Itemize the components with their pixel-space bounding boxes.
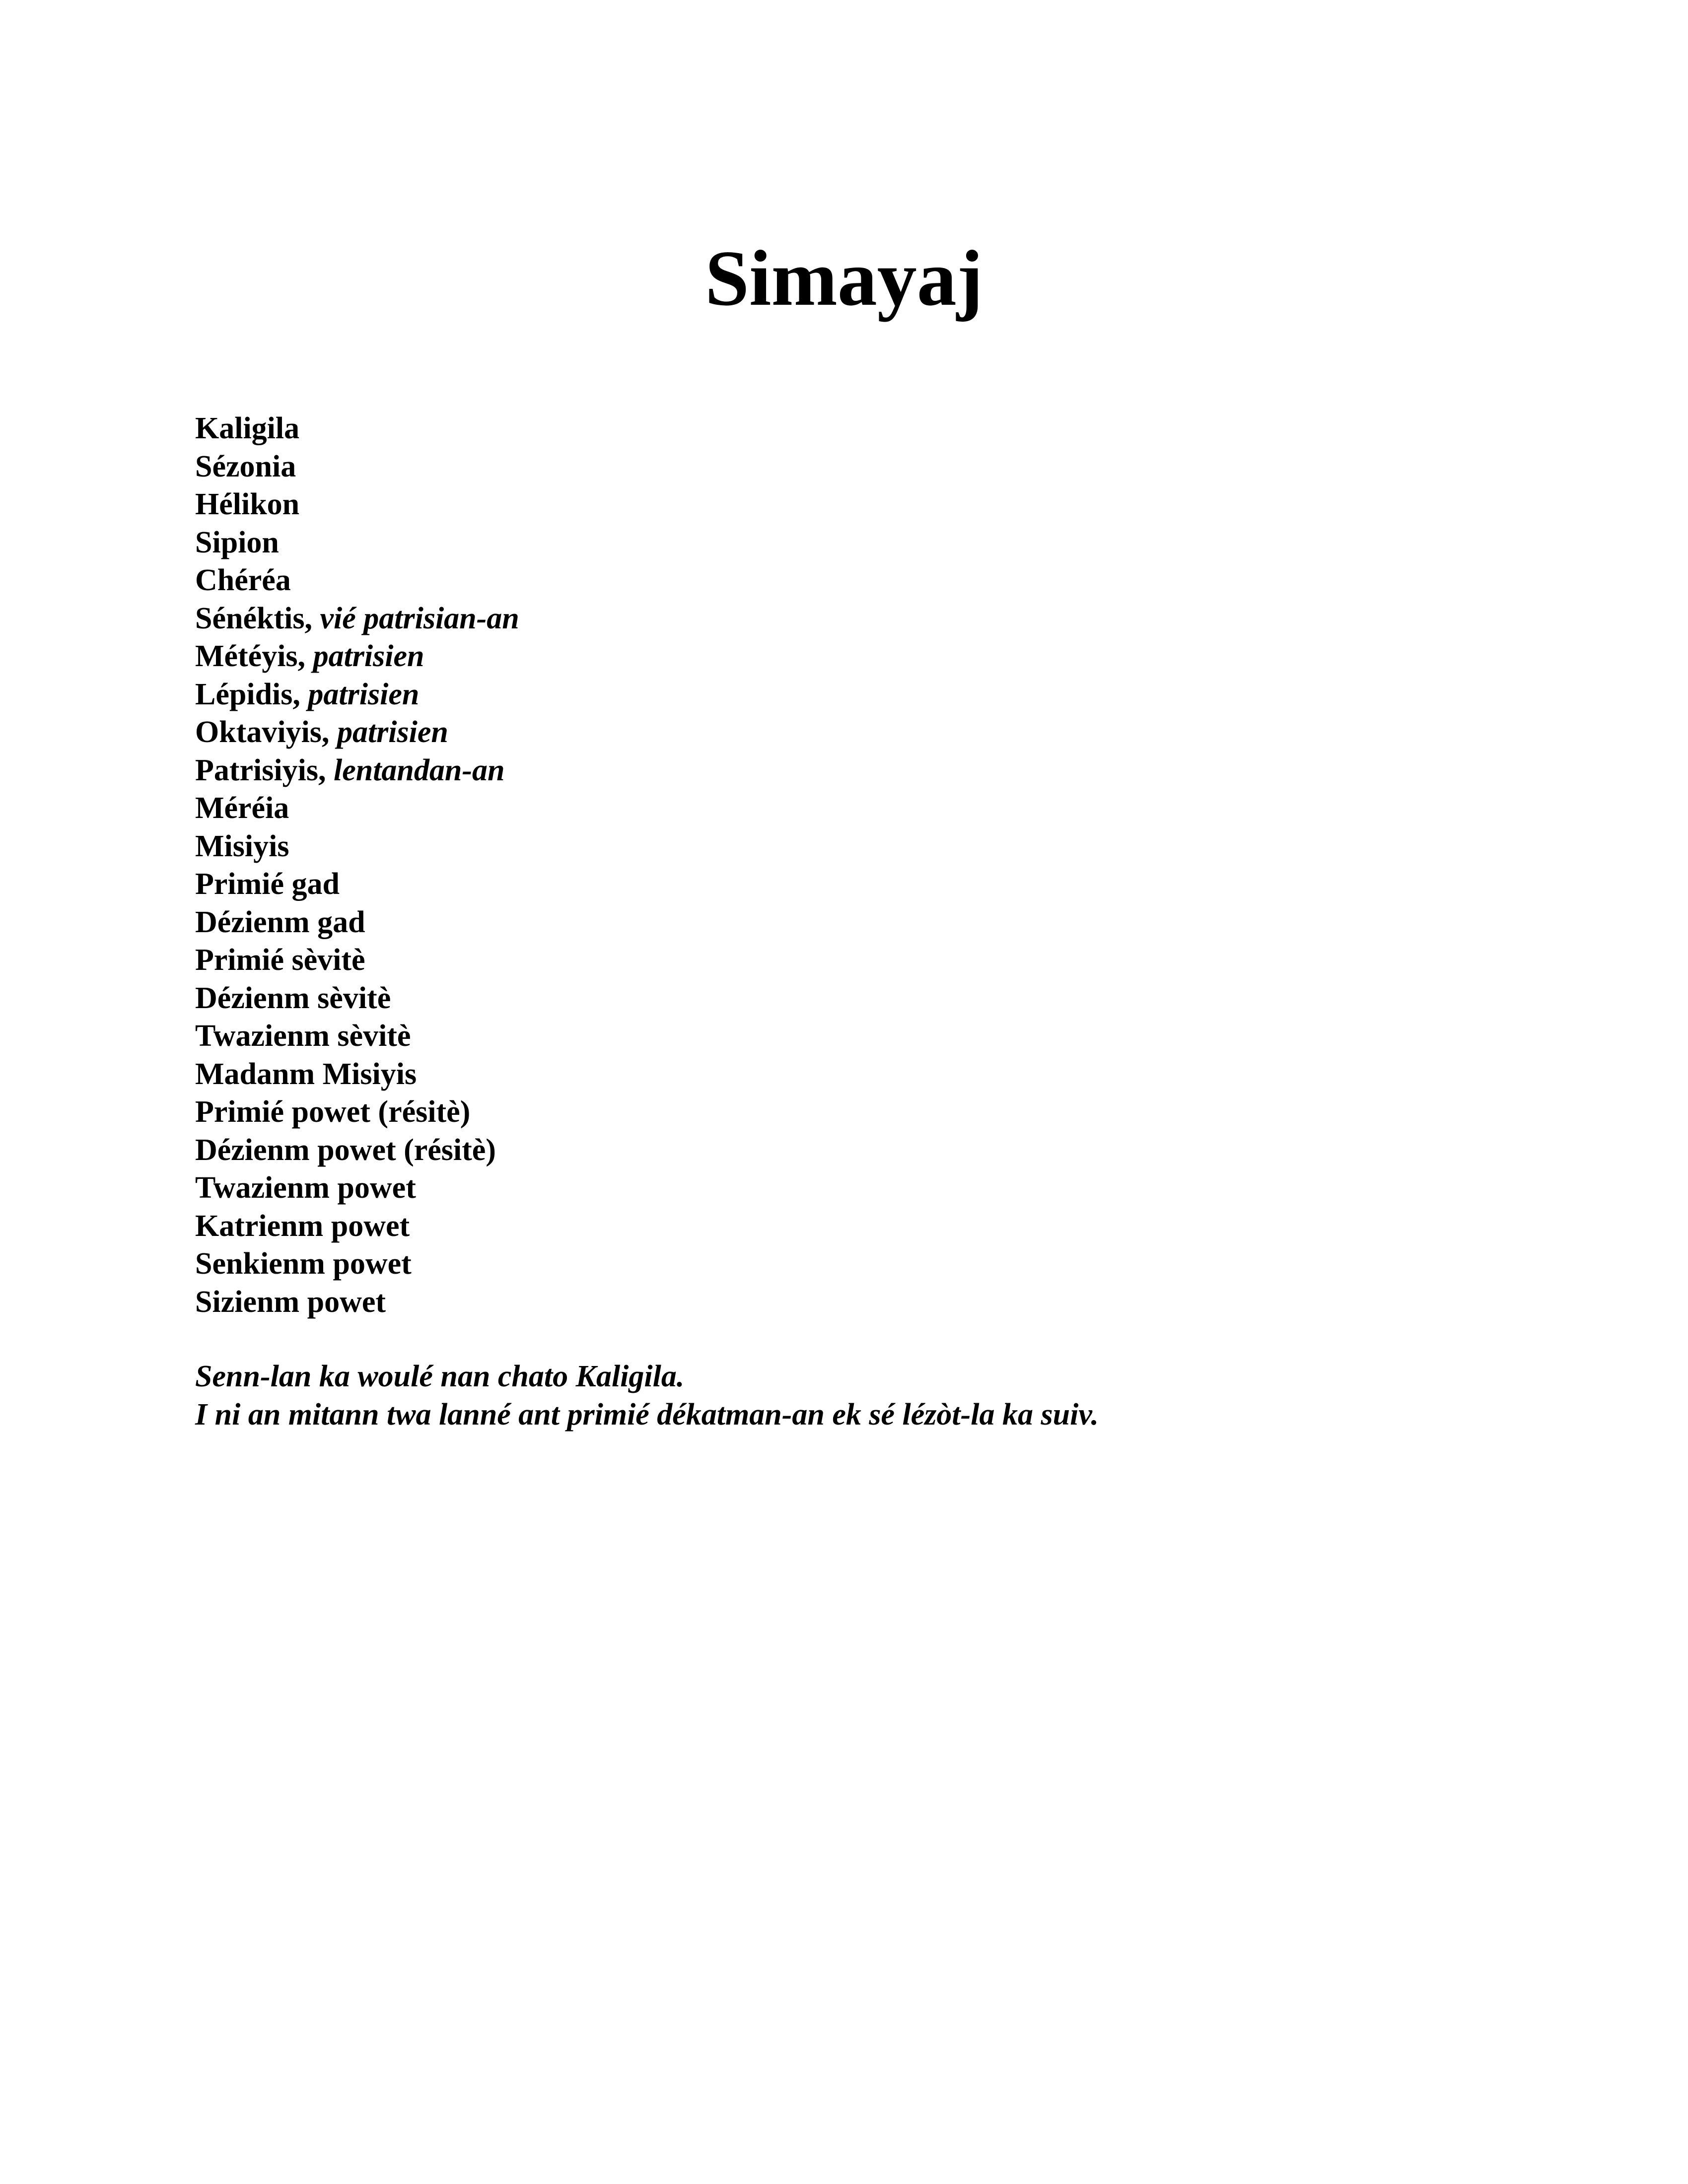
character-name: Twazienm sèvitè: [195, 1019, 411, 1053]
character-name: Chéréa: [195, 563, 291, 597]
character-name: Sézonia: [195, 449, 296, 483]
character-name: Météyis,: [195, 639, 313, 673]
character-entry: [195, 1169, 519, 1207]
setting-notes: [195, 1358, 1099, 1433]
character-role: patrisien: [313, 639, 424, 673]
character-entry: [195, 941, 519, 979]
character-name: Senkienm powet: [195, 1247, 412, 1281]
character-entry: [195, 485, 519, 524]
character-name: Kaligila: [195, 411, 300, 445]
character-entry: [195, 1207, 519, 1245]
character-name: Katrienm powet: [195, 1209, 410, 1243]
character-entry: [195, 827, 519, 866]
character-entry: [195, 1283, 519, 1321]
character-entry: [195, 789, 519, 827]
character-name: Lépidis,: [195, 677, 308, 711]
character-name: Primié powet (résitè): [195, 1095, 471, 1129]
character-entry: [195, 1093, 519, 1131]
character-name: Sénéktis,: [195, 601, 320, 635]
character-name: Méréia: [195, 791, 289, 825]
page-title: Simayaj: [705, 234, 983, 322]
character-name: Dézienm sèvitè: [195, 981, 391, 1015]
character-role: vié patrisian-an: [320, 601, 519, 635]
character-entry: [195, 1055, 519, 1093]
setting-line: Senn-lan ka woulé nan chato Kaligila.: [195, 1360, 685, 1393]
character-name: Oktaviyis,: [195, 715, 337, 749]
character-name: Hélikon: [195, 487, 300, 521]
character-role: lentandan-an: [333, 753, 505, 787]
character-name: Primié sèvitè: [195, 943, 365, 977]
character-entry: [195, 637, 519, 676]
character-role: patrisien: [337, 715, 448, 749]
character-name: Misiyis: [195, 829, 289, 863]
character-name: Dézienm powet (résitè): [195, 1133, 496, 1167]
character-name: Sizienm powet: [195, 1285, 386, 1319]
character-entry: [195, 676, 519, 714]
setting-line: I ni an mitann twa lanné ant primié dékatman-an ek sé lézòt-la ka suiv.: [195, 1397, 1099, 1432]
character-entry: [195, 1017, 519, 1055]
character-name: Sipion: [195, 525, 279, 559]
character-name: Primié gad: [195, 867, 340, 901]
character-name: Dézienm gad: [195, 905, 365, 939]
character-entry: [195, 903, 519, 942]
character-entry: [195, 524, 519, 562]
character-name: Patrisiyis,: [195, 753, 334, 787]
character-entry: [195, 979, 519, 1018]
character-entry: [195, 410, 519, 448]
character-list: [195, 410, 519, 1321]
character-entry: [195, 1131, 519, 1169]
character-entry: [195, 865, 519, 903]
character-entry: [195, 1245, 519, 1283]
character-entry: [195, 448, 519, 486]
character-entry: [195, 600, 519, 638]
character-entry: [195, 561, 519, 600]
character-name: Twazienm powet: [195, 1171, 416, 1205]
character-name: Madanm Misiyis: [195, 1057, 417, 1091]
character-entry: [195, 713, 519, 751]
character-role: patrisien: [308, 677, 420, 711]
character-entry: [195, 751, 519, 790]
